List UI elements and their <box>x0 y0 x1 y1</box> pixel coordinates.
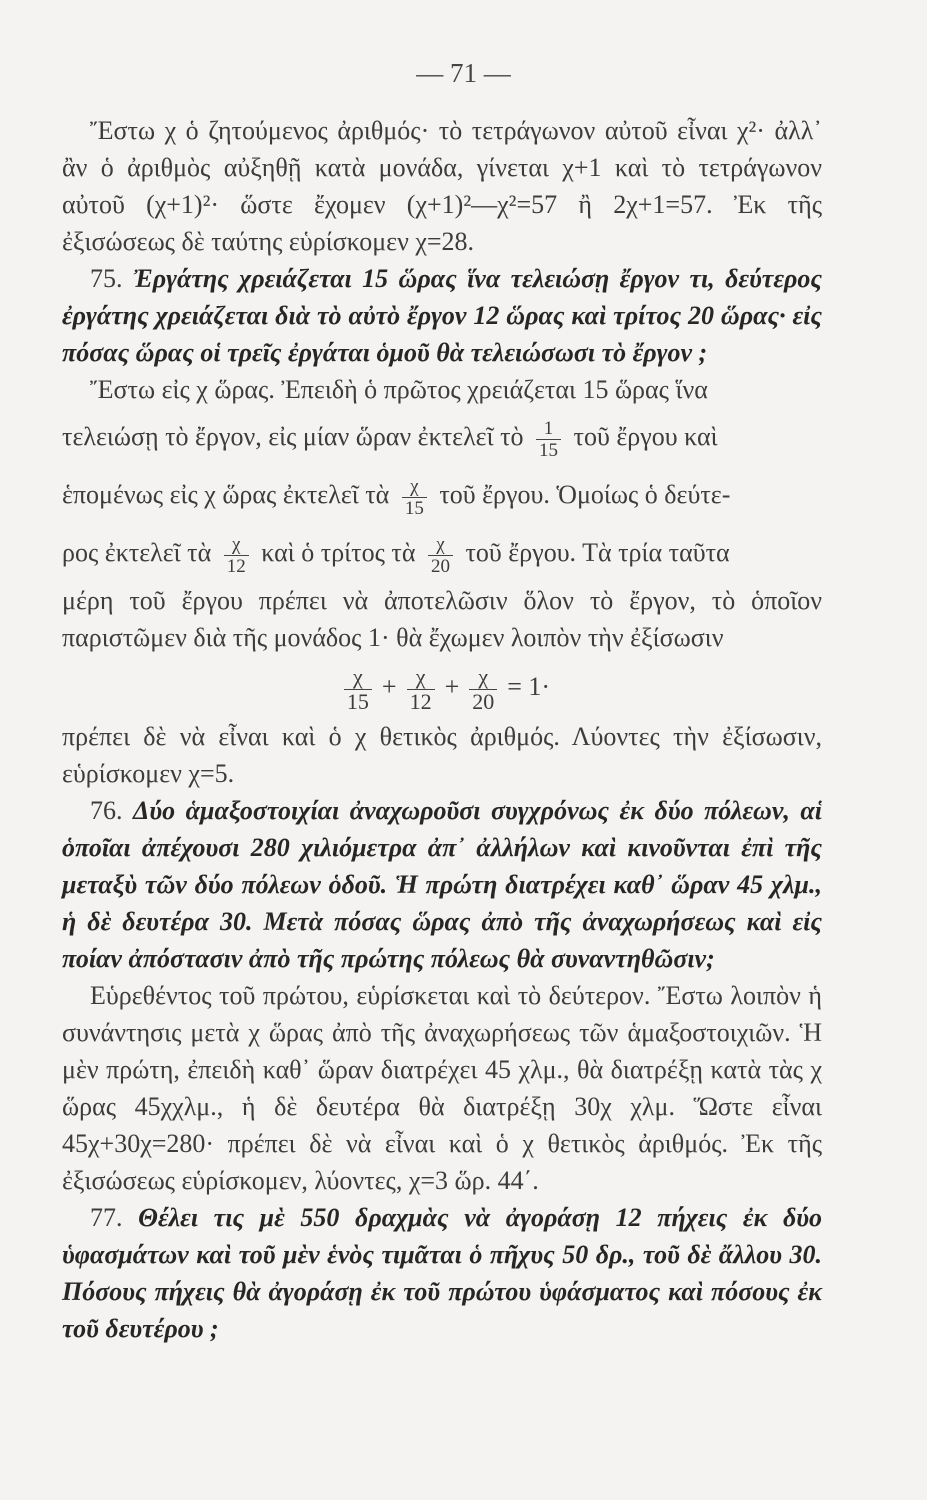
text-span: τοῦ ἔργου καὶ <box>573 422 718 451</box>
plus-sign: + <box>381 672 397 701</box>
denominator: 12 <box>409 688 432 714</box>
denominator: 20 <box>430 555 450 577</box>
numerator: χ <box>224 534 249 556</box>
page-number: — 71 — <box>416 58 511 88</box>
fraction <box>469 665 497 714</box>
solution-line-fraction <box>62 466 822 524</box>
text-span: ἑπομένως εἰς χ ὥρας ἐκτελεῖ τὰ <box>62 480 390 509</box>
fraction <box>407 665 435 714</box>
problem-75 <box>62 260 822 371</box>
fraction <box>224 534 249 577</box>
denominator: 20 <box>472 688 495 714</box>
solution-line: πρέπει δὲ νὰ εἶναι καὶ ὁ χ θετικὸς ἀριθμός. Λύοντες τὴν ἐξίσωσιν, εὑρίσκομεν χ=5. <box>62 722 822 788</box>
denominator: 12 <box>226 555 246 577</box>
denominator: 15 <box>404 497 424 519</box>
plus-sign: + <box>444 672 460 701</box>
paragraph-solution-74: Ἔστω χ ὁ ζητούμενος ἀριθμός· τὸ τετράγωνον αὐτοῦ εἶναι χ²· ἀλλ᾽ ἂν ὁ ἀριθμὸς αὐξηθῇ κατὰ μονάδα, γίνεται χ+1 καὶ τὸ τετράγωνον αὐτοῦ (χ+1)²· ὥστε ἔχομεν (χ+1)²—χ²=57 ἢ 2χ+1=57. Ἐκ τῆς ἐξισώσεως δὲ ταύτης εὑρίσκομεν χ=28. <box>62 116 822 256</box>
solution-line-fraction <box>62 524 822 582</box>
problem-77 <box>62 1199 822 1347</box>
text-span: ρος ἐκτελεῖ τὰ <box>62 538 212 567</box>
text-span: τοῦ ἔργου. Ὁμοίως ὁ δεύτε- <box>439 480 731 509</box>
problem-statement: Θέλει τις μὲ 550 δραχμὰς νὰ ἀγοράσῃ 12 πήχεις ἐκ δύο ὑφασμάτων καὶ τοῦ μὲν ἑνὸς τιμᾶται ὁ πῆχυς 50 δρ., τοῦ δὲ ἄλλου 30. Πόσους πήχεις θὰ ἀγοράσῃ ἐκ τοῦ πρώτου ὑφάσματος καὶ πόσους ἐκ τοῦ δευτέρου ; <box>62 1203 823 1343</box>
text-span: τελειώσῃ τὸ ἔργον, εἰς μίαν ὥραν ἐκτελεῖ τὸ <box>62 422 524 451</box>
numerator: χ <box>407 665 435 690</box>
page-body <box>62 112 822 1347</box>
fraction <box>344 665 372 714</box>
problem-number: 77. <box>90 1203 123 1232</box>
problem-number: 76. <box>90 796 123 825</box>
numerator: χ <box>428 534 453 556</box>
text-span: τοῦ ἔργου. Τὰ τρία ταῦτα <box>465 538 730 567</box>
numerator: χ <box>402 476 427 498</box>
denominator: 15 <box>346 688 369 714</box>
equation-rhs: = 1· <box>507 672 551 701</box>
problem-statement: Ἐργάτης χρειάζεται 15 ὥρας ἵνα τελειώσῃ ἔργον τι, δεύτερος ἐργάτης χρειάζεται διὰ τὸ αὐτὸ ἔργον 12 ὥρας καὶ τρίτος 20 ὥρας· εἰς πόσας ὥρας οἱ τρεῖς ἐργάται ὁμοῦ θὰ τελειώσωσι τὸ ἔργον ; <box>62 264 822 367</box>
equation <box>62 656 822 718</box>
denominator: 15 <box>539 439 559 461</box>
fraction <box>536 418 561 461</box>
numerator: χ <box>344 665 372 690</box>
problem-76 <box>62 792 822 977</box>
problem-statement: Δύο ἁμαξοστοιχίαι ἀναχωροῦσι συγχρόνως ἐκ δύο πόλεων, αἱ ὁποῖαι ἀπέχουσι 280 χιλιόμετρα ἀπ᾽ ἀλλήλων καὶ κινοῦνται ἐπὶ τῆς μεταξὺ τῶν δύο πόλεων ὁδοῦ. Ἡ πρώτη διατρέχει καθ᾽ ὥραν 45 χλμ., ἡ δὲ δευτέρα 30. Μετὰ πόσας ὥρας ἀπὸ τῆς ἀναχωρήσεως καὶ εἰς ποίαν ἀπόστασιν ἀπὸ τῆς πρώτης πόλεως θὰ συναντηθῶσιν; <box>62 796 823 973</box>
problem-number: 75. <box>90 264 123 293</box>
solution-paragraph: Εὑρεθέντος τοῦ πρώτου, εὑρίσκεται καὶ τὸ δεύτερον. Ἔστω λοιπὸν ἡ συνάντησις μετὰ χ ὥρας ἀπὸ τῆς ἀναχωρήσεως τῶν ἁμαξοστοιχιῶν. Ἡ μὲν πρώτη, ἐπειδὴ καθ᾽ ὥραν διατρέχει 45 χλμ., θὰ διατρέξῃ κατὰ τὰς χ ὥρας 45χχλμ., ἡ δὲ δευτέρα θὰ διατρέξῃ 30χ χλμ. Ὥστε εἶναι 45χ+30χ=280· πρέπει δὲ νὰ εἶναι καὶ ὁ χ θετικὸς ἀριθμός. Ἐκ τῆς ἐξισώσεως εὑρίσκομεν, λύοντες, χ=3 ὥρ. 44΄. <box>62 981 822 1195</box>
solution-line-fraction <box>62 408 822 466</box>
numerator: χ <box>469 665 497 690</box>
fraction <box>428 534 453 577</box>
text-span: καὶ ὁ τρίτος τὰ <box>261 538 416 567</box>
solution-line: Ἔστω εἰς χ ὥρας. Ἐπειδὴ ὁ πρῶτος χρειάζεται 15 ὥρας ἵνα <box>90 375 708 404</box>
fraction <box>402 476 427 519</box>
numerator: 1 <box>536 418 561 440</box>
solution-line: μέρη τοῦ ἔργου πρέπει νὰ ἀποτελῶσιν ὅλον τὸ ἔργον, τὸ ὁποῖον παριστῶμεν διὰ τῆς μονάδος 1· θὰ ἔχωμεν λοιπὸν τὴν ἐξίσωσιν <box>62 586 822 652</box>
